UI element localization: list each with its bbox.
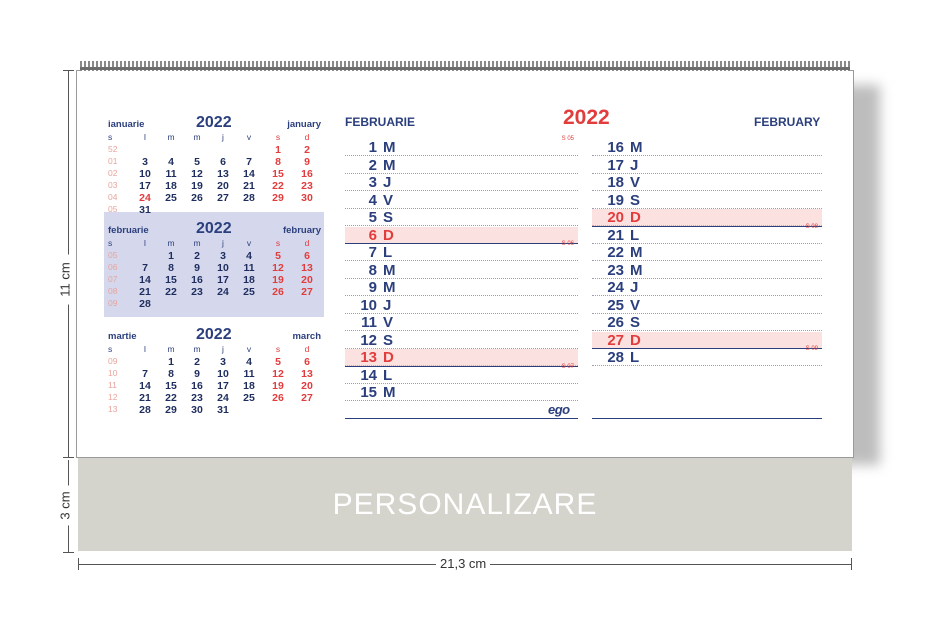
mini-day: 14 — [139, 380, 151, 392]
mini-day: 2 — [304, 144, 310, 156]
mini-day: 28 — [243, 192, 255, 204]
mini-month-header — [108, 326, 325, 342]
mini-week-row — [108, 144, 325, 156]
mini-week-row — [108, 392, 325, 404]
mini-month-0 — [108, 114, 325, 214]
day-row — [592, 223, 822, 244]
column-bottom-line — [592, 418, 822, 419]
weekday-header: l — [144, 344, 146, 354]
day-letter: M — [630, 261, 643, 279]
mini-week-row — [108, 168, 325, 180]
weekday-header: s — [108, 344, 113, 354]
day-letter: L — [383, 366, 393, 384]
weekday-header: v — [246, 238, 252, 248]
mini-day: 8 — [168, 368, 174, 380]
mini-week-row — [108, 368, 325, 380]
mini-day: 17 — [139, 180, 151, 192]
day-letter: J — [383, 174, 392, 191]
mini-day: 10 — [139, 168, 151, 180]
mini-week-row — [108, 180, 325, 192]
day-row — [592, 297, 822, 314]
mini-day: 22 — [165, 286, 177, 298]
day-letter: M — [383, 139, 396, 156]
day-row — [592, 174, 822, 191]
mini-day: 24 — [139, 192, 151, 204]
day-letter: D — [383, 226, 394, 244]
mini-day: 2 — [194, 250, 200, 262]
mini-month-header — [108, 114, 325, 130]
day-letter: J — [630, 156, 639, 174]
mini-day: 8 — [275, 156, 281, 168]
weekday-header: s — [275, 344, 281, 354]
mini-week-row — [108, 262, 325, 274]
week-number: 12 — [108, 392, 118, 402]
day-row — [345, 384, 578, 401]
ego-logo: ego — [548, 402, 570, 417]
weekday-header: s — [275, 132, 281, 142]
weekday-header: v — [246, 344, 252, 354]
day-row — [592, 346, 822, 366]
day-row — [592, 244, 822, 261]
mini-day: 7 — [142, 368, 148, 380]
mini-day: 4 — [246, 356, 252, 368]
day-letter: L — [630, 349, 640, 366]
weekday-header: d — [304, 238, 310, 248]
day-row — [592, 192, 822, 209]
day-letter: J — [383, 296, 392, 314]
mini-month-year: 2022 — [196, 114, 232, 131]
week-label: S 06 — [561, 241, 574, 247]
mini-day: 9 — [194, 262, 200, 274]
day-number: 20 — [607, 209, 624, 226]
mini-week-row — [108, 274, 325, 286]
mini-day: 14 — [243, 168, 255, 180]
day-letter: M — [383, 261, 396, 279]
mini-day: 31 — [217, 404, 229, 416]
mini-day: 22 — [165, 392, 177, 404]
mini-month-1 — [108, 220, 325, 320]
mini-day: 10 — [217, 262, 229, 274]
mini-month-name-ro: ianuarie — [108, 119, 145, 130]
day-row — [592, 139, 822, 156]
dimension-tick — [851, 558, 852, 570]
day-letter: D — [630, 209, 641, 226]
week-number: 10 — [108, 368, 118, 378]
mini-day: 15 — [165, 380, 177, 392]
week-label: S 05 — [561, 136, 574, 142]
mini-day: 13 — [301, 368, 313, 380]
mini-day: 16 — [191, 380, 203, 392]
mini-day: 28 — [139, 298, 151, 310]
mini-week-row — [108, 204, 325, 216]
weekday-header: m — [167, 344, 175, 354]
mini-day: 27 — [217, 192, 229, 204]
day-row — [345, 297, 578, 314]
weekday-header: m — [193, 344, 201, 354]
day-row — [345, 174, 578, 191]
mini-day: 24 — [217, 392, 229, 404]
personalization-text: PERSONALIZARE — [332, 488, 598, 521]
weekday-header: m — [167, 238, 175, 248]
weekday-header: v — [246, 132, 252, 142]
day-letter: J — [630, 279, 639, 296]
mini-day: 18 — [165, 180, 177, 192]
weekday-header: s — [108, 238, 113, 248]
week-number: 13 — [108, 404, 118, 414]
mini-day: 26 — [272, 286, 284, 298]
day-number: 8 — [368, 261, 377, 279]
mini-month-year: 2022 — [196, 326, 232, 343]
mini-day: 23 — [191, 392, 203, 404]
mini-day: 11 — [165, 168, 177, 180]
mini-day: 30 — [191, 404, 203, 416]
day-letter: M — [630, 244, 643, 261]
day-row — [592, 209, 822, 226]
day-row — [345, 279, 578, 296]
mini-day: 31 — [139, 204, 151, 216]
mini-day: 11 — [243, 262, 255, 274]
dimension-tick — [63, 70, 74, 71]
mini-day: 4 — [246, 250, 252, 262]
day-row — [345, 314, 578, 331]
mini-day: 8 — [168, 262, 174, 274]
mini-month-name-en: january — [287, 119, 321, 130]
week-number: 09 — [108, 298, 118, 308]
day-letter: D — [630, 331, 641, 349]
month-title-ro: FEBRUARIE — [345, 115, 416, 129]
mini-week-row — [108, 286, 325, 298]
width-label: 21,3 cm — [436, 556, 490, 571]
mini-day: 27 — [301, 286, 313, 298]
day-number: 28 — [607, 349, 624, 366]
year-title: 2022 — [563, 106, 610, 129]
mini-month-name-en: february — [282, 225, 321, 236]
weekday-header: m — [193, 132, 201, 142]
mini-day: 19 — [191, 180, 203, 192]
mini-month-year: 2022 — [196, 220, 232, 237]
weekday-header-row — [108, 132, 325, 144]
day-number: 18 — [607, 174, 624, 191]
day-number: 5 — [368, 209, 377, 226]
day-number: 15 — [360, 384, 377, 401]
day-row — [345, 363, 578, 384]
day-number: 26 — [607, 314, 624, 331]
week-number: 07 — [108, 274, 118, 284]
day-letter: V — [630, 174, 641, 191]
day-letter: D — [383, 349, 394, 366]
day-letter: S — [383, 209, 394, 226]
day-number: 12 — [360, 331, 377, 349]
day-letter: V — [630, 296, 641, 314]
week-number: 06 — [108, 262, 118, 272]
day-number: 1 — [368, 139, 377, 156]
mini-day: 21 — [139, 392, 151, 404]
mini-day: 29 — [165, 404, 177, 416]
day-number: 19 — [607, 191, 624, 209]
week-number: 04 — [108, 192, 118, 202]
mini-day: 6 — [304, 356, 310, 368]
dimension-tick — [63, 552, 74, 553]
mini-day: 18 — [243, 380, 255, 392]
mini-day: 22 — [272, 180, 284, 192]
mini-day: 26 — [272, 392, 284, 404]
mini-day: 13 — [301, 262, 313, 274]
week-label: S 08 — [805, 223, 818, 230]
mini-week-row — [108, 250, 325, 262]
mini-day: 29 — [272, 192, 284, 204]
day-row — [345, 157, 578, 174]
mini-day: 5 — [275, 250, 281, 262]
mini-day: 14 — [139, 274, 151, 286]
mini-week-row — [108, 404, 325, 416]
mini-day: 3 — [220, 356, 226, 368]
day-number: 24 — [607, 279, 624, 296]
mini-day: 11 — [243, 368, 255, 380]
mini-day: 16 — [191, 274, 203, 286]
day-number: 25 — [607, 296, 624, 314]
day-number: 14 — [360, 366, 377, 384]
mini-month-2 — [108, 326, 325, 426]
day-number: 10 — [360, 296, 377, 314]
mini-day: 15 — [165, 274, 177, 286]
week-number: 01 — [108, 156, 118, 166]
mini-day: 30 — [301, 192, 313, 204]
week-number: 05 — [108, 250, 118, 260]
mini-week-row — [108, 380, 325, 392]
day-row — [345, 241, 578, 261]
mini-day: 15 — [272, 168, 284, 180]
mini-day: 26 — [191, 192, 203, 204]
mini-day: 17 — [217, 274, 229, 286]
day-row — [592, 157, 822, 174]
day-letter: M — [383, 384, 396, 401]
mini-day: 25 — [243, 286, 255, 298]
day-number: 13 — [360, 349, 377, 366]
day-number: 11 — [361, 314, 377, 331]
mini-day: 17 — [217, 380, 229, 392]
mini-day: 16 — [301, 168, 313, 180]
day-row — [345, 227, 578, 244]
weekday-header: j — [222, 238, 224, 248]
mini-day: 28 — [139, 404, 151, 416]
weekday-header: s — [108, 132, 113, 142]
mini-day: 20 — [301, 274, 313, 286]
mini-day: 12 — [272, 368, 284, 380]
mini-day: 23 — [191, 286, 203, 298]
weekday-header: d — [304, 132, 310, 142]
mini-day: 27 — [301, 392, 313, 404]
base-height-label: 3 cm — [58, 486, 73, 526]
week-label: S 09 — [805, 346, 818, 352]
day-row — [592, 314, 822, 331]
mini-day: 9 — [304, 156, 310, 168]
day-number: 2 — [368, 156, 377, 174]
day-row — [345, 332, 578, 349]
day-number: 22 — [607, 244, 624, 261]
week-number: 08 — [108, 286, 118, 296]
mini-day: 1 — [275, 144, 281, 156]
day-row — [345, 192, 578, 209]
day-row — [345, 349, 578, 366]
mini-day: 23 — [301, 180, 313, 192]
day-number: 7 — [368, 244, 377, 261]
day-letter: S — [630, 314, 641, 331]
day-row — [345, 136, 578, 156]
mini-day: 6 — [304, 250, 310, 262]
mini-day: 21 — [139, 286, 151, 298]
day-letter: M — [630, 139, 643, 156]
week-number: 02 — [108, 168, 118, 178]
mini-week-row — [108, 298, 325, 310]
weekday-header: l — [144, 132, 146, 142]
dimension-tick — [63, 457, 74, 458]
month-title-en: FEBRUARY — [754, 115, 821, 129]
mini-day: 25 — [243, 392, 255, 404]
mini-day: 24 — [217, 286, 229, 298]
mini-day: 6 — [220, 156, 226, 168]
day-number: 21 — [607, 226, 624, 244]
day-letter: L — [630, 226, 640, 244]
weekday-header: m — [193, 238, 201, 248]
day-letter: L — [383, 244, 393, 261]
day-number: 3 — [368, 174, 377, 191]
column-bottom-line — [345, 418, 578, 419]
mini-day: 3 — [220, 250, 226, 262]
height-label: 11 cm — [58, 255, 73, 305]
weekday-header: d — [304, 344, 310, 354]
mini-day: 21 — [243, 180, 255, 192]
mini-week-row — [108, 192, 325, 204]
mini-day: 5 — [275, 356, 281, 368]
week-number: 09 — [108, 356, 118, 366]
mini-day: 19 — [272, 274, 284, 286]
mini-day: 4 — [168, 156, 174, 168]
mini-day: 3 — [142, 156, 148, 168]
mini-day: 20 — [301, 380, 313, 392]
weekday-header: j — [222, 344, 224, 354]
week-label: S 07 — [561, 363, 574, 370]
day-row — [592, 279, 822, 296]
day-number: 16 — [607, 139, 624, 156]
day-number: 17 — [607, 156, 624, 174]
mini-month-header — [108, 220, 325, 236]
mini-day: 20 — [217, 180, 229, 192]
mini-day: 19 — [272, 380, 284, 392]
mini-month-name-en: march — [292, 331, 321, 342]
weekday-header: l — [144, 238, 146, 248]
day-row — [345, 209, 578, 226]
mini-day: 12 — [272, 262, 284, 274]
mini-day: 10 — [217, 368, 229, 380]
mini-day: 25 — [165, 192, 177, 204]
day-letter: M — [383, 279, 396, 296]
day-number: 27 — [607, 331, 624, 349]
day-letter: M — [383, 156, 396, 174]
spiral-bar — [80, 67, 850, 70]
mini-day: 18 — [243, 274, 255, 286]
week-number: 03 — [108, 180, 118, 190]
day-letter: S — [383, 331, 394, 349]
mini-day: 1 — [168, 250, 174, 262]
weekday-header: s — [275, 238, 281, 248]
week-number: 05 — [108, 204, 118, 214]
mini-day: 7 — [142, 262, 148, 274]
mini-day: 9 — [194, 368, 200, 380]
day-letter: V — [383, 191, 394, 209]
day-number: 4 — [368, 191, 377, 209]
day-number: 9 — [368, 279, 377, 296]
mini-month-name-ro: martie — [108, 331, 137, 342]
dimension-tick — [78, 558, 79, 570]
day-row — [592, 262, 822, 279]
weekday-header-row — [108, 238, 325, 250]
day-row — [592, 332, 822, 349]
week-number: 11 — [108, 380, 117, 390]
day-row — [345, 262, 578, 279]
day-number: 23 — [607, 261, 624, 279]
week-number: 52 — [108, 144, 118, 154]
mini-month-name-ro: februarie — [108, 225, 149, 236]
mini-day: 1 — [168, 356, 174, 368]
weekday-header-row — [108, 344, 325, 356]
mini-day: 2 — [194, 356, 200, 368]
mini-day: 12 — [191, 168, 203, 180]
mini-day: 7 — [246, 156, 252, 168]
mini-week-row — [108, 356, 325, 368]
weekday-header: j — [222, 132, 224, 142]
day-letter: V — [383, 314, 394, 331]
day-letter: S — [630, 191, 641, 209]
mini-day: 5 — [194, 156, 200, 168]
mini-day: 13 — [217, 168, 229, 180]
weekday-header: m — [167, 132, 175, 142]
day-number: 6 — [368, 226, 377, 244]
mini-week-row — [108, 156, 325, 168]
